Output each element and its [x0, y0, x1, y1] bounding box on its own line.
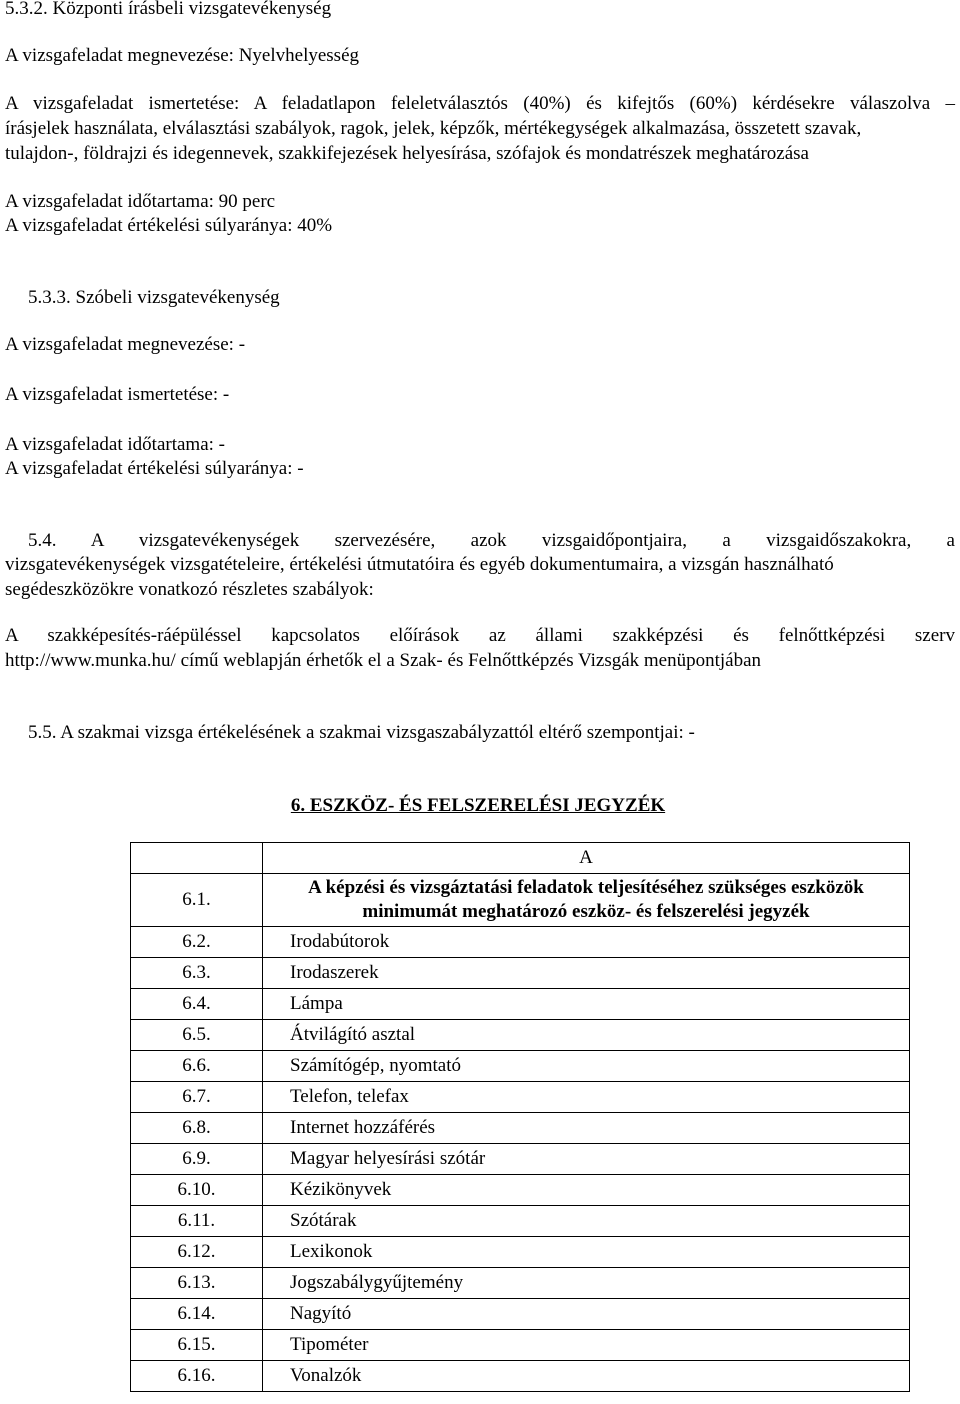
paragraph-line: vizsgatevékenységek vizsgatételeire, értékelési útmutatóira és egyéb dokumentumaira, a vizsgán használható: [5, 554, 834, 575]
table-row: [131, 1020, 910, 1051]
table-row: [131, 1268, 910, 1299]
row-number: 6.14.: [131, 1299, 263, 1330]
equipment-table: [130, 842, 910, 1392]
row-text: Lexikonok: [263, 1237, 910, 1268]
row-text: Nagyító: [263, 1299, 910, 1330]
table-row: [131, 1237, 910, 1268]
row-text: Jogszabálygyűjtemény: [263, 1268, 910, 1299]
task-weight: A vizsgafeladat értékelési súlyaránya: 40%: [5, 215, 333, 236]
task-weight: A vizsgafeladat értékelési súlyaránya: -: [5, 458, 304, 479]
task-description-line: A vizsgafeladat ismertetése: A feladatlapon feleletválasztós (40%) és kifejtős (60%) kérdésekre válaszolva –: [5, 93, 955, 114]
row-number: 6.16.: [131, 1361, 263, 1392]
row-text: Tipométer: [263, 1330, 910, 1361]
row-text: Számítógép, nyomtató: [263, 1051, 910, 1082]
row-text: A képzési és vizsgáztatási feladatok teljesítéséhez szükséges eszközök minimumát meghatározó eszköz- és felszerelési jegyzék: [263, 874, 910, 927]
table-row: [131, 874, 910, 927]
task-name: A vizsgafeladat megnevezése: Nyelvhelyesség: [5, 45, 359, 66]
task-name: A vizsgafeladat megnevezése: -: [5, 334, 246, 355]
row-text: Vonalzók: [263, 1361, 910, 1392]
task-description: A vizsgafeladat ismertetése: -: [5, 384, 230, 405]
row-text: Lámpa: [263, 989, 910, 1020]
section-heading: 5.3.3. Szóbeli vizsgatevékenység: [28, 287, 280, 308]
table-row: [131, 927, 910, 958]
row-number: 6.7.: [131, 1082, 263, 1113]
row-text: Internet hozzáférés: [263, 1113, 910, 1144]
row-number: 6.5.: [131, 1020, 263, 1051]
section-6-title: 6. ESZKÖZ- ÉS FELSZERELÉSI JEGYZÉK: [290, 795, 666, 816]
table-row: [131, 1330, 910, 1361]
table-row: [131, 1175, 910, 1206]
paragraph-line: http://www.munka.hu/ című weblapján érhetők el a Szak- és Felnőttképzés Vizsgák menüpontjában: [5, 650, 762, 671]
table-row: [131, 1082, 910, 1113]
task-duration: A vizsgafeladat időtartama: 90 perc: [5, 191, 276, 212]
row-number: 6.9.: [131, 1144, 263, 1175]
task-description-line: írásjelek használata, elválasztási szabályok, ragok, jelek, képzők, mértékegységek alkalmazása, összetett szavak,: [5, 118, 862, 139]
table-row: [131, 1206, 910, 1237]
task-duration: A vizsgafeladat időtartama: -: [5, 434, 225, 455]
table-row: [131, 958, 910, 989]
section-heading: 5.3.2. Központi írásbeli vizsgatevékenység: [5, 0, 332, 19]
column-header: A: [263, 843, 910, 874]
row-text: Telefon, telefax: [263, 1082, 910, 1113]
row-text: Kézikönyvek: [263, 1175, 910, 1206]
paragraph-line: segédeszközökre vonatkozó részletes szabályok:: [5, 579, 374, 600]
row-number: 6.3.: [131, 958, 263, 989]
row-number: 6.8.: [131, 1113, 263, 1144]
row-text: Magyar helyesírási szótár: [263, 1144, 910, 1175]
row-number: 6.13.: [131, 1268, 263, 1299]
row-number: 6.12.: [131, 1237, 263, 1268]
row-number: 6.11.: [131, 1206, 263, 1237]
row-number: 6.10.: [131, 1175, 263, 1206]
row-number: 6.15.: [131, 1330, 263, 1361]
table-row: [131, 989, 910, 1020]
table-row: [131, 1113, 910, 1144]
table-header-row: [131, 843, 910, 874]
paragraph-line: 5.4. A vizsgatevékenységek szervezésére, azok vizsgaidőpontjaira, a vizsgaidőszakokra, a: [28, 530, 955, 551]
row-number: 6.4.: [131, 989, 263, 1020]
row-text: Átvilágító asztal: [263, 1020, 910, 1051]
table-row: [131, 1144, 910, 1175]
table-row: [131, 1299, 910, 1330]
row-text: Szótárak: [263, 1206, 910, 1237]
task-description-line: tulajdon-, földrajzi és idegennevek, szakkifejezések helyesírása, szófajok és mondatrészek meghatározása: [5, 143, 809, 164]
table-row: [131, 1051, 910, 1082]
row-text: Irodabútorok: [263, 927, 910, 958]
row-number: 6.2.: [131, 927, 263, 958]
row-number: 6.1.: [131, 874, 263, 927]
table-row: [131, 1361, 910, 1392]
empty-header-cell: [131, 843, 263, 874]
section-5-5: 5.5. A szakmai vizsga értékelésének a szakmai vizsgaszabályzattól eltérő szempontjai: -: [28, 722, 695, 743]
row-text: Irodaszerek: [263, 958, 910, 989]
paragraph-line: A szakképesítés-ráépüléssel kapcsolatos előírások az állami szakképzési és felnőttképzési szerv: [5, 625, 955, 646]
row-number: 6.6.: [131, 1051, 263, 1082]
